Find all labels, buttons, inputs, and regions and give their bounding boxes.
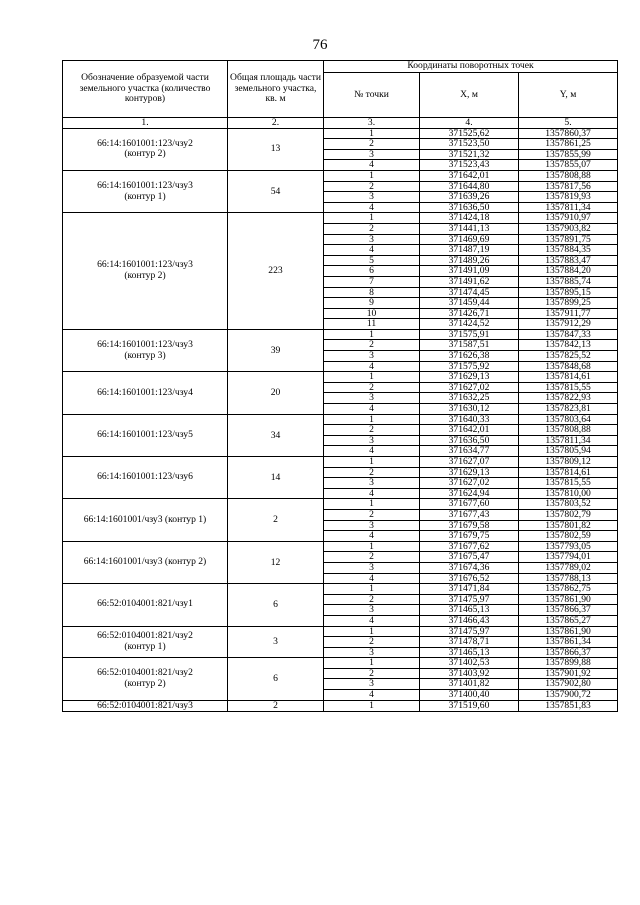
point-number: 4 — [324, 404, 420, 415]
x-coordinate: 371478,71 — [420, 637, 519, 648]
y-coordinate: 1357814,61 — [519, 467, 618, 478]
point-number: 2 — [324, 467, 420, 478]
parcel-designation: 66:14:1601001/чзу3 (контур 1) — [63, 499, 228, 541]
table-row — [63, 372, 618, 383]
column-number: 3. — [324, 118, 420, 129]
y-coordinate: 1357803,52 — [519, 499, 618, 510]
x-coordinate: 371640,33 — [420, 414, 519, 425]
x-coordinate: 371525,62 — [420, 128, 519, 139]
y-coordinate: 1357912,29 — [519, 319, 618, 330]
x-coordinate: 371676,52 — [420, 573, 519, 584]
y-coordinate: 1357819,93 — [519, 192, 618, 203]
parcel-area: 14 — [228, 457, 324, 499]
parcel-designation: 66:14:1601001/чзу3 (контур 2) — [63, 541, 228, 583]
point-number: 3 — [324, 520, 420, 531]
x-coordinate: 371644,80 — [420, 181, 519, 192]
point-number: 2 — [324, 382, 420, 393]
y-coordinate: 1357885,74 — [519, 276, 618, 287]
point-number: 4 — [324, 446, 420, 457]
y-coordinate: 1357883,47 — [519, 255, 618, 266]
y-coordinate: 1357802,59 — [519, 531, 618, 542]
parcel-area: 3 — [228, 626, 324, 658]
y-coordinate: 1357803,64 — [519, 414, 618, 425]
point-number: 4 — [324, 361, 420, 372]
parcel-designation: 66:14:1601001:123/чзу5 — [63, 414, 228, 456]
point-number: 3 — [324, 435, 420, 446]
point-number: 1 — [324, 457, 420, 468]
y-coordinate: 1357902,80 — [519, 679, 618, 690]
point-number: 2 — [324, 425, 420, 436]
x-coordinate: 371627,02 — [420, 382, 519, 393]
parcel-area: 34 — [228, 414, 324, 456]
table-row — [63, 626, 618, 637]
x-coordinate: 371424,18 — [420, 213, 519, 224]
y-coordinate: 1357817,56 — [519, 181, 618, 192]
y-coordinate: 1357901,92 — [519, 668, 618, 679]
parcel-area: 6 — [228, 584, 324, 626]
x-coordinate: 371489,26 — [420, 255, 519, 266]
point-number: 1 — [324, 499, 420, 510]
point-number: 2 — [324, 181, 420, 192]
y-coordinate: 1357810,00 — [519, 488, 618, 499]
y-coordinate: 1357910,97 — [519, 213, 618, 224]
x-coordinate: 371491,62 — [420, 276, 519, 287]
y-coordinate: 1357866,37 — [519, 647, 618, 658]
point-number: 4 — [324, 531, 420, 542]
page-number: 76 — [312, 37, 328, 53]
x-coordinate: 371475,97 — [420, 594, 519, 605]
y-coordinate: 1357861,90 — [519, 626, 618, 637]
y-coordinate: 1357860,37 — [519, 128, 618, 139]
x-coordinate: 371426,71 — [420, 308, 519, 319]
y-coordinate: 1357801,82 — [519, 520, 618, 531]
point-number: 1 — [324, 213, 420, 224]
parcel-area: 223 — [228, 213, 324, 330]
point-number: 1 — [324, 700, 420, 712]
point-number: 3 — [324, 647, 420, 658]
x-coordinate: 371627,07 — [420, 457, 519, 468]
table-body — [63, 128, 618, 712]
header-coordinates-group: Координаты поворотных точек — [324, 61, 618, 73]
x-coordinate: 371679,75 — [420, 531, 519, 542]
point-number: 1 — [324, 541, 420, 552]
y-coordinate: 1357903,82 — [519, 223, 618, 234]
parcel-area: 54 — [228, 170, 324, 212]
point-number: 2 — [324, 552, 420, 563]
point-number: 6 — [324, 266, 420, 277]
y-coordinate: 1357789,02 — [519, 562, 618, 573]
x-coordinate: 371587,51 — [420, 340, 519, 351]
point-number: 8 — [324, 287, 420, 298]
y-coordinate: 1357900,72 — [519, 690, 618, 701]
y-coordinate: 1357865,27 — [519, 615, 618, 626]
point-number: 11 — [324, 319, 420, 330]
parcel-area: 39 — [228, 329, 324, 371]
coordinates-table — [62, 60, 618, 712]
table-row — [63, 499, 618, 510]
y-coordinate: 1357899,88 — [519, 658, 618, 669]
y-coordinate: 1357895,15 — [519, 287, 618, 298]
y-coordinate: 1357861,90 — [519, 594, 618, 605]
x-coordinate: 371679,58 — [420, 520, 519, 531]
x-coordinate: 371636,50 — [420, 202, 519, 213]
point-number: 3 — [324, 351, 420, 362]
point-number: 2 — [324, 637, 420, 648]
point-number: 4 — [324, 488, 420, 499]
parcel-designation: 66:14:1601001:123/чзу2 (контур 2) — [63, 128, 228, 170]
x-coordinate: 371627,02 — [420, 478, 519, 489]
x-coordinate: 371639,26 — [420, 192, 519, 203]
x-coordinate: 371677,60 — [420, 499, 519, 510]
table-row — [63, 700, 618, 712]
point-number: 7 — [324, 276, 420, 287]
y-coordinate: 1357866,37 — [519, 605, 618, 616]
point-number: 3 — [324, 478, 420, 489]
parcel-area: 20 — [228, 372, 324, 414]
y-coordinate: 1357855,07 — [519, 160, 618, 171]
y-coordinate: 1357861,34 — [519, 637, 618, 648]
x-coordinate: 371403,92 — [420, 668, 519, 679]
y-coordinate: 1357823,81 — [519, 404, 618, 415]
x-coordinate: 371459,44 — [420, 298, 519, 309]
point-number: 4 — [324, 690, 420, 701]
parcel-designation: 66:14:1601001:123/чзу4 — [63, 372, 228, 414]
point-number: 3 — [324, 393, 420, 404]
point-number: 3 — [324, 234, 420, 245]
point-number: 4 — [324, 202, 420, 213]
parcel-designation: 66:14:1601001:123/чзу3 (контур 3) — [63, 329, 228, 371]
y-coordinate: 1357811,34 — [519, 435, 618, 446]
table-row — [63, 170, 618, 181]
point-number: 4 — [324, 615, 420, 626]
y-coordinate: 1357793,05 — [519, 541, 618, 552]
point-number: 1 — [324, 414, 420, 425]
y-coordinate: 1357808,88 — [519, 425, 618, 436]
x-coordinate: 371402,53 — [420, 658, 519, 669]
x-coordinate: 371523,50 — [420, 139, 519, 150]
x-coordinate: 371675,47 — [420, 552, 519, 563]
x-coordinate: 371474,45 — [420, 287, 519, 298]
x-coordinate: 371630,12 — [420, 404, 519, 415]
y-coordinate: 1357842,13 — [519, 340, 618, 351]
y-coordinate: 1357825,52 — [519, 351, 618, 362]
y-coordinate: 1357811,34 — [519, 202, 618, 213]
point-number: 3 — [324, 562, 420, 573]
y-coordinate: 1357911,77 — [519, 308, 618, 319]
point-number: 4 — [324, 160, 420, 171]
x-coordinate: 371491,09 — [420, 266, 519, 277]
point-number: 2 — [324, 223, 420, 234]
point-number: 4 — [324, 245, 420, 256]
point-number: 2 — [324, 340, 420, 351]
x-coordinate: 371475,97 — [420, 626, 519, 637]
parcel-designation: 66:14:1601001:123/чзу3 (контур 2) — [63, 213, 228, 330]
table-row — [63, 414, 618, 425]
x-coordinate: 371626,38 — [420, 351, 519, 362]
parcel-area: 13 — [228, 128, 324, 170]
point-number: 1 — [324, 128, 420, 139]
point-number: 3 — [324, 149, 420, 160]
x-coordinate: 371629,13 — [420, 467, 519, 478]
y-coordinate: 1357814,61 — [519, 372, 618, 383]
y-coordinate: 1357809,12 — [519, 457, 618, 468]
parcel-area: 2 — [228, 499, 324, 541]
point-number: 5 — [324, 255, 420, 266]
y-coordinate: 1357808,88 — [519, 170, 618, 181]
parcel-designation: 66:52:0104001:821/чзу2 (контур 1) — [63, 626, 228, 658]
point-number: 2 — [324, 509, 420, 520]
x-coordinate: 371636,50 — [420, 435, 519, 446]
y-coordinate: 1357884,35 — [519, 245, 618, 256]
x-coordinate: 371634,77 — [420, 446, 519, 457]
point-number: 1 — [324, 329, 420, 340]
parcel-area: 6 — [228, 658, 324, 700]
y-coordinate: 1357861,25 — [519, 139, 618, 150]
x-coordinate: 371575,91 — [420, 329, 519, 340]
point-number: 1 — [324, 658, 420, 669]
x-coordinate: 371471,84 — [420, 584, 519, 595]
x-coordinate: 371521,32 — [420, 149, 519, 160]
y-coordinate: 1357794,01 — [519, 552, 618, 563]
y-coordinate: 1357788,13 — [519, 573, 618, 584]
y-coordinate: 1357815,55 — [519, 478, 618, 489]
point-number: 9 — [324, 298, 420, 309]
point-number: 2 — [324, 594, 420, 605]
x-coordinate: 371466,43 — [420, 615, 519, 626]
table-row — [63, 584, 618, 595]
x-coordinate: 371677,62 — [420, 541, 519, 552]
y-coordinate: 1357848,68 — [519, 361, 618, 372]
table-row — [63, 213, 618, 224]
x-coordinate: 371441,13 — [420, 223, 519, 234]
column-number: 4. — [420, 118, 519, 129]
table-row — [63, 457, 618, 468]
x-coordinate: 371674,36 — [420, 562, 519, 573]
parcel-area: 2 — [228, 700, 324, 712]
parcel-designation: 66:52:0104001:821/чзу3 — [63, 700, 228, 712]
table-row — [63, 658, 618, 669]
y-coordinate: 1357862,75 — [519, 584, 618, 595]
parcel-area: 12 — [228, 541, 324, 583]
point-number: 2 — [324, 668, 420, 679]
header-designation: Обозначение образуемой части земельного участка (количество контуров) — [63, 61, 228, 118]
point-number: 10 — [324, 308, 420, 319]
header-x: X, м — [420, 73, 519, 118]
y-coordinate: 1357815,55 — [519, 382, 618, 393]
x-coordinate: 371642,01 — [420, 170, 519, 181]
point-number: 3 — [324, 679, 420, 690]
point-number: 1 — [324, 372, 420, 383]
point-number: 1 — [324, 626, 420, 637]
x-coordinate: 371677,43 — [420, 509, 519, 520]
point-number: 3 — [324, 605, 420, 616]
parcel-designation: 66:14:1601001:123/чзу3 (контур 1) — [63, 170, 228, 212]
x-coordinate: 371400,40 — [420, 690, 519, 701]
header-area: Общая площадь части земельного участка, кв. м — [228, 61, 324, 118]
x-coordinate: 371401,82 — [420, 679, 519, 690]
y-coordinate: 1357891,75 — [519, 234, 618, 245]
point-number: 3 — [324, 192, 420, 203]
parcel-designation: 66:52:0104001:821/чзу2 (контур 2) — [63, 658, 228, 700]
x-coordinate: 371523,43 — [420, 160, 519, 171]
point-number: 2 — [324, 139, 420, 150]
y-coordinate: 1357805,94 — [519, 446, 618, 457]
x-coordinate: 371519,60 — [420, 700, 519, 712]
x-coordinate: 371642,01 — [420, 425, 519, 436]
x-coordinate: 371629,13 — [420, 372, 519, 383]
x-coordinate: 371465,13 — [420, 605, 519, 616]
point-number: 4 — [324, 573, 420, 584]
x-coordinate: 371424,52 — [420, 319, 519, 330]
x-coordinate: 371465,13 — [420, 647, 519, 658]
column-number: 1. — [63, 118, 228, 129]
y-coordinate: 1357884,20 — [519, 266, 618, 277]
y-coordinate: 1357847,33 — [519, 329, 618, 340]
point-number: 1 — [324, 170, 420, 181]
y-coordinate: 1357802,79 — [519, 509, 618, 520]
y-coordinate: 1357822,93 — [519, 393, 618, 404]
table-row — [63, 128, 618, 139]
column-number: 5. — [519, 118, 618, 129]
column-number: 2. — [228, 118, 324, 129]
point-number: 1 — [324, 584, 420, 595]
x-coordinate: 371624,94 — [420, 488, 519, 499]
x-coordinate: 371575,92 — [420, 361, 519, 372]
y-coordinate: 1357899,25 — [519, 298, 618, 309]
x-coordinate: 371469,69 — [420, 234, 519, 245]
parcel-designation: 66:14:1601001:123/чзу6 — [63, 457, 228, 499]
y-coordinate: 1357851,83 — [519, 700, 618, 712]
parcel-designation: 66:52:0104001:821/чзу1 — [63, 584, 228, 626]
table-row — [63, 541, 618, 552]
table-row — [63, 329, 618, 340]
x-coordinate: 371632,25 — [420, 393, 519, 404]
x-coordinate: 371487,19 — [420, 245, 519, 256]
header-point-number: № точки — [324, 73, 420, 118]
header-y: Y, м — [519, 73, 618, 118]
y-coordinate: 1357855,99 — [519, 149, 618, 160]
